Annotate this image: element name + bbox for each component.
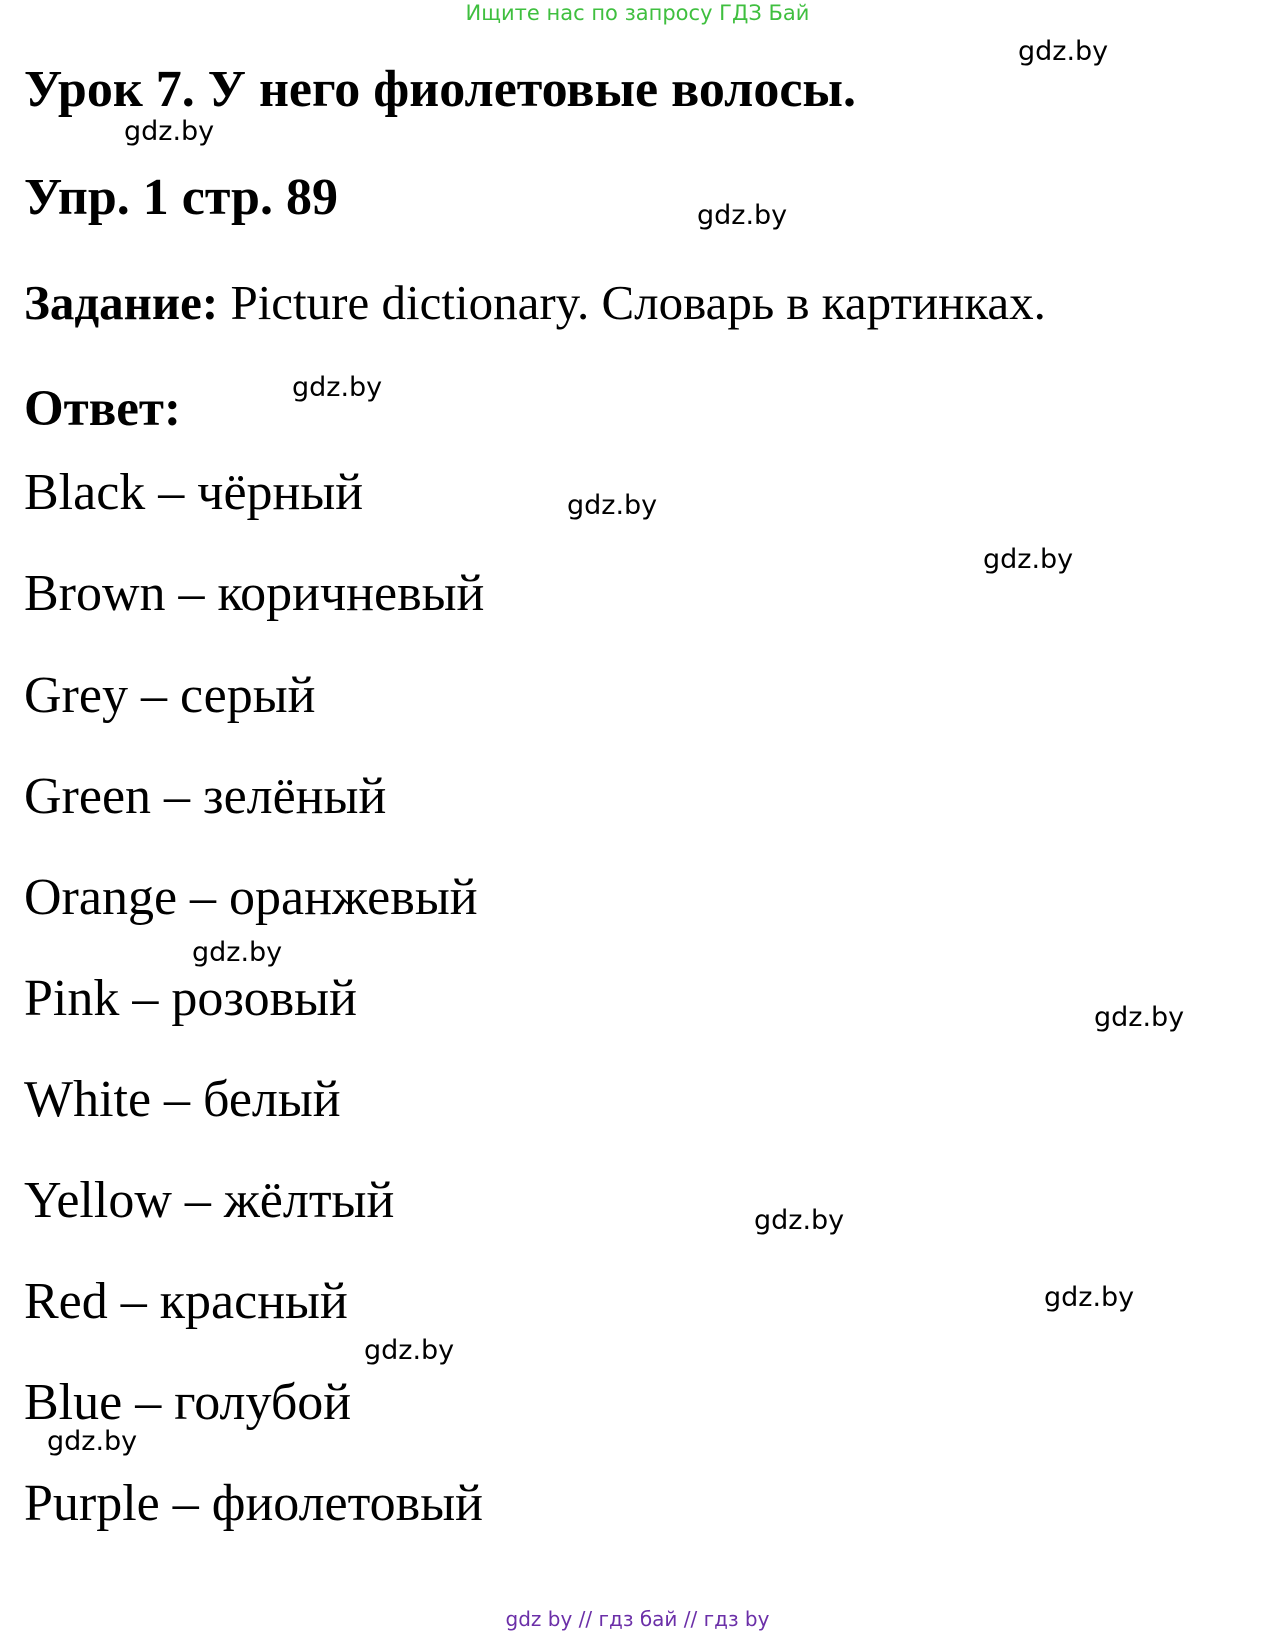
word-line-brown: Brown – коричневый <box>24 565 485 622</box>
watermark: gdz.by <box>192 937 283 968</box>
watermark: gdz.by <box>124 116 215 147</box>
watermark: gdz.by <box>697 200 788 231</box>
answer-label: Ответ: <box>24 381 181 437</box>
exercise-heading: Упр. 1 стр. 89 <box>24 169 338 226</box>
task-text: Picture dictionary. Словарь в картинках. <box>218 275 1046 330</box>
word-line-yellow: Yellow – жёлтый <box>24 1172 395 1229</box>
footer-watermark: gdz by // гдз бай // гдз by <box>505 1607 770 1631</box>
watermark: gdz.by <box>47 1426 138 1457</box>
task-label: Задание: <box>24 275 219 330</box>
top-banner: Ищите нас по запросу ГДЗ Бай <box>465 1 810 25</box>
word-line-red: Red – красный <box>24 1273 348 1330</box>
watermark: gdz.by <box>983 544 1074 575</box>
watermark: gdz.by <box>567 490 658 521</box>
word-line-blue: Blue – голубой <box>24 1374 352 1431</box>
lesson-title: Урок 7. У него фиолетовые волосы. <box>24 61 857 118</box>
task-line <box>24 273 1046 333</box>
word-line-pink: Pink – розовый <box>24 970 357 1027</box>
watermark: gdz.by <box>364 1335 455 1366</box>
word-line-orange: Orange – оранжевый <box>24 869 478 926</box>
watermark: gdz.by <box>1094 1002 1185 1033</box>
watermark: gdz.by <box>1044 1282 1135 1313</box>
word-line-white: White – белый <box>24 1071 341 1128</box>
watermark: gdz.by <box>292 372 383 403</box>
watermark: gdz.by <box>754 1205 845 1236</box>
word-line-green: Green – зелёный <box>24 768 387 825</box>
word-line-purple: Purple – фиолетовый <box>24 1475 483 1532</box>
word-line-grey: Grey – серый <box>24 667 316 724</box>
word-line-black: Black – чёрный <box>24 464 364 521</box>
watermark: gdz.by <box>1018 36 1109 67</box>
